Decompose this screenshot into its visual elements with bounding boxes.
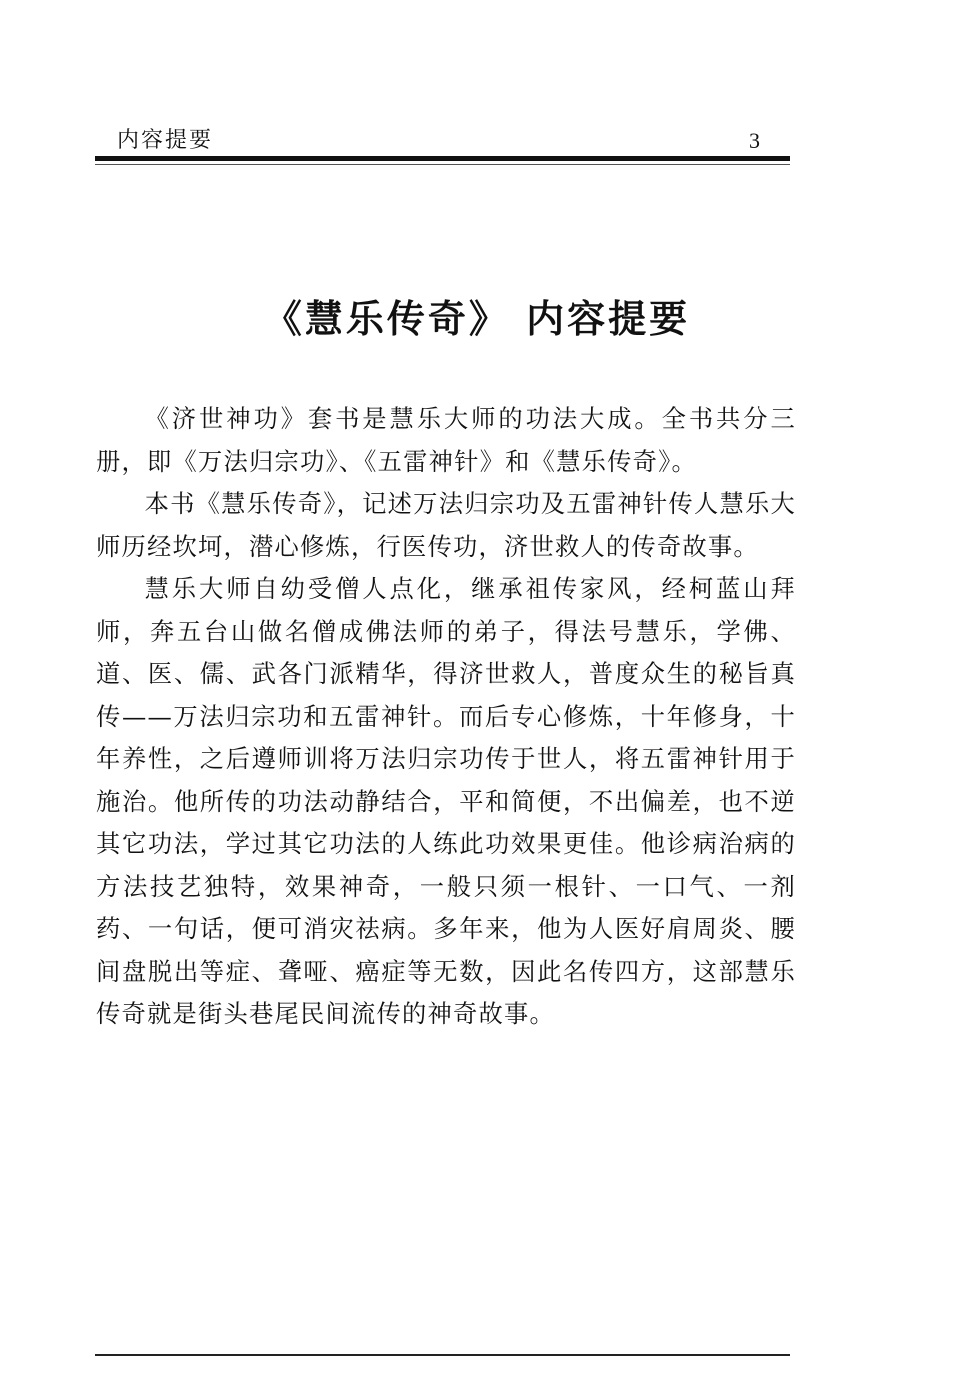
running-header-title: 内容提要 — [117, 128, 214, 153]
header-rule — [95, 156, 790, 161]
header-rule-thin — [95, 164, 790, 165]
paragraph: 本书《慧乐传奇》，记述万法归宗功及五雷神针传人慧乐大师历经坎坷，潜心修炼，行医传功，济世救人的传奇故事。 — [96, 489, 796, 561]
page-number: 3 — [749, 128, 760, 153]
paragraph: 慧乐大师自幼受僧人点化，继承祖传家风，经柯蓝山拜师，奔五台山做名僧成佛法师的弟子，得法号慧乐，学佛、道、医、儒、武各门派精华，得济世救人，普度众生的秘旨真传——万法归宗功和五雷神针。而后专心修炼，十年修身，十年养性，之后遵师训将万法归宗功传于世人，将五雷神针用于施治。他所传的功法动静结合，平和简便，不出偏差，也不逆其它功法，学过其它功法的人练此功效果更佳。他诊病治病的方法技艺独特，效果神奇，一般只须一根针、一口气、一剂药、一句话，便可消灾祛病。多年来，他为人医好肩周炎、腰间盘脱出等症、聋哑、癌症等无数，因此名传四方，这部慧乐传奇就是街头巷尾民间流传的神奇故事。 — [96, 574, 796, 1028]
document-title: 《慧乐传奇》 内容提要 — [263, 297, 691, 342]
body-text — [96, 398, 796, 1036]
running-header — [95, 128, 790, 154]
footer-rule — [95, 1354, 790, 1356]
paragraph: 《济世神功》套书是慧乐大师的功法大成。全书共分三册，即《万法归宗功》、《五雷神针》和《慧乐传奇》。 — [96, 404, 796, 476]
